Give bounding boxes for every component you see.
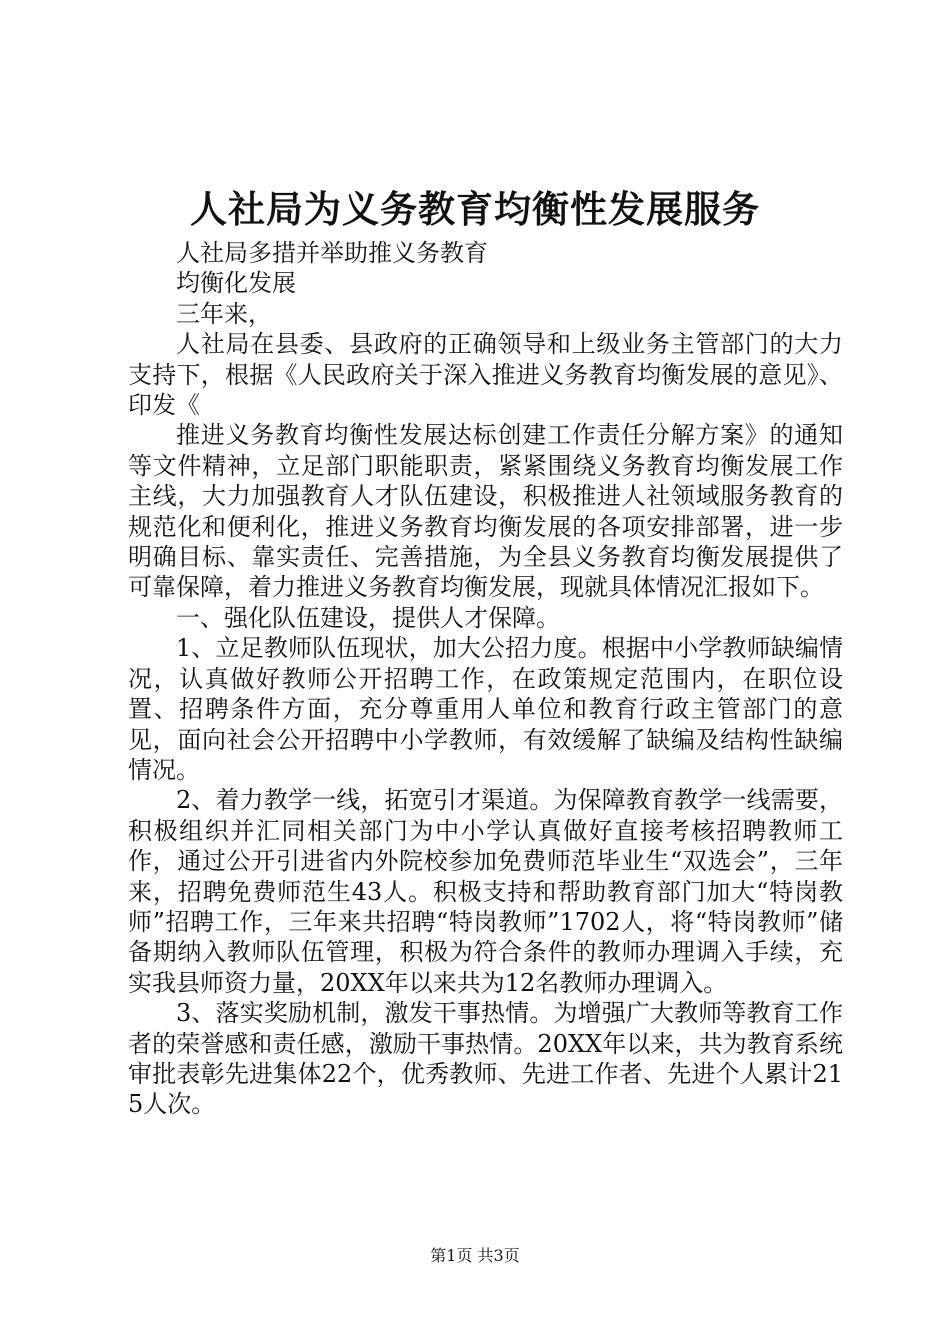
paragraph-subtitle-line-2: 均衡化发展 <box>176 269 296 298</box>
paragraph-item-1: 1、立足教师队伍现状，加大公招力度。根据中小学教师缺编情况，认真做好教师公开招聘工作，在政策规定范围内，在职位设置、招聘条件方面，充分尊重用人单位和教育行政主管部门的意见，面向社会公开招聘中小学教师，有效缓解了缺编及结构性缺编情况。 <box>128 634 843 784</box>
paragraph-item-3: 3、落实奖励机制，激发干事热情。为增强广大教师等教育工作者的荣誉感和责任感，激励干事热情。20XX年以来，共为教育系统审批表彰先进集体22个，优秀教师、先进工作者、先进个人累计215人次。 <box>128 999 843 1119</box>
paragraph-intro-phrase: 三年来， <box>176 299 272 328</box>
paragraph-subtitle-line-1: 人社局多措并举助推义务教育 <box>176 239 488 267</box>
page-footer: 第1页 共3页 <box>430 1246 520 1265</box>
paragraph-intro: 人社局在县委、县政府的正确领导和上级业务主管部门的大力支持下，根据《人民政府关于深入推进义务教育均衡发展的意见》、印发《 <box>128 330 843 420</box>
document-body <box>128 238 843 1120</box>
document-title: 人社局为义务教育均衡性发展服务 <box>190 187 760 231</box>
section-heading-1: 一、强化队伍建设，提供人才保障。 <box>176 603 560 632</box>
paragraph-item-2: 2、着力教学一线，拓宽引才渠道。为保障教育教学一线需要，积极组织并汇同相关部门为中小学认真做好直接考核招聘教师工作，通过公开引进省内外院校参加免费师范毕业生“双选会”，三年来，招聘免费师范生43人。积极支持和帮助教育部门加大“特岗教师”招聘工作，三年来共招聘“特岗教师”1702人，将“特岗教师”储备期纳入教师队伍管理，积极为符合条件的教师办理调入手续，充实我县师资力量，20XX年以来共为12名教师办理调入。 <box>128 786 843 997</box>
paragraph-intro-continued: 推进义务教育均衡性发展达标创建工作责任分解方案》的通知等文件精神，立足部门职能职责，紧紧围绕义务教育均衡发展工作主线，大力加强教育人才队伍建设，积极推进人社领域服务教育的规范化和便利化，推进义务教育均衡发展的各项安排部署，进一步明确目标、靠实责任、完善措施，为全县义务教育均衡发展提供了可靠保障，着力推进义务教育均衡发展，现就具体情况汇报如下。 <box>128 421 843 602</box>
